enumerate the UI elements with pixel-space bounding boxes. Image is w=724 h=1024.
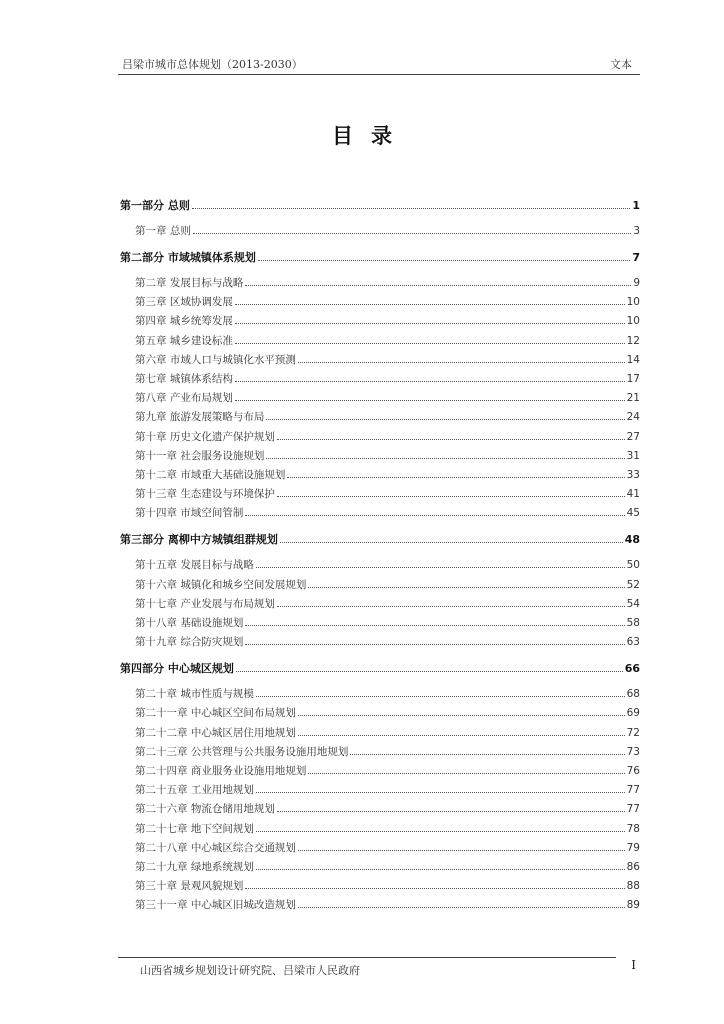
footer-organization: 山西省城乡规划设计研究院、吕梁市人民政府 [140,964,360,977]
toc-entry-label: 第二十六章 物流仓储用地规划 [135,803,275,816]
toc-entry-page: 10 [626,315,640,328]
dot-leader [298,735,625,736]
toc-chapter-entry[interactable] [120,448,640,464]
toc-chapter-entry[interactable] [120,313,640,329]
dot-leader [277,606,625,607]
toc-chapter-entry[interactable] [120,467,640,483]
dot-leader [256,696,625,697]
dot-leader [256,792,625,793]
toc-entry-page: 17 [626,373,640,385]
toc-chapter-entry[interactable] [120,763,640,779]
dot-leader [256,831,625,832]
page-number: I [631,958,636,972]
toc-part-entry[interactable] [120,250,640,266]
dot-leader [298,907,625,908]
toc-entry-page: 7 [632,251,640,264]
toc-entry-page: 52 [626,578,640,591]
toc-chapter-entry[interactable] [120,505,640,521]
toc-chapter-entry[interactable] [120,801,640,817]
toc-entry-page: 88 [626,880,640,893]
toc-entry-page: 9 [633,277,640,289]
header-divider [118,74,640,75]
dot-leader [235,343,625,344]
toc-entry-page: 33 [626,469,640,481]
toc-entry-label: 第三章 区域协调发展 [135,296,233,309]
toc-entry-page: 24 [626,411,640,424]
toc-chapter-entry[interactable] [120,486,640,502]
toc-entry-label: 第二十五章 工业用地规划 [135,784,254,797]
dot-leader [298,850,625,851]
toc-entry-label: 第一章 总则 [135,225,191,237]
toc-entry-page: 12 [626,334,640,347]
toc-entry-label: 第八章 产业布局规划 [135,392,233,405]
toc-chapter-entry[interactable] [120,577,640,593]
toc-chapter-entry[interactable] [120,557,640,573]
toc-chapter-entry[interactable] [120,371,640,387]
footer-divider [118,957,616,958]
toc-chapter-entry[interactable] [120,782,640,798]
toc-chapter-entry[interactable] [120,821,640,837]
dot-leader [308,587,624,588]
dot-leader [298,362,625,363]
dot-leader [277,439,625,440]
toc-entry-label: 第十章 历史文化遗产保护规划 [135,430,275,443]
toc-entry-page: 63 [626,636,640,649]
toc-entry-label: 第二十一章 中心城区空间布局规划 [135,707,296,720]
dot-leader [258,260,631,261]
toc-entry-page: 76 [626,765,640,777]
toc-entry-page: 86 [626,861,640,873]
toc-chapter-entry[interactable] [120,275,640,291]
toc-part-entry[interactable] [120,198,640,214]
dot-leader [245,515,624,516]
toc-entry-label: 第三十章 景观风貌规划 [135,880,244,893]
dot-leader [236,671,623,672]
toc-entry-label: 第七章 城镇体系结构 [135,373,233,385]
document-title: 吕梁市城市总体规划（2013-2030） [122,58,303,71]
dot-leader [266,419,624,420]
toc-entry-page: 54 [626,597,640,610]
toc-entry-label: 第六章 市域人口与城镇化水平预测 [135,353,296,366]
toc-entry-label: 第一部分 总则 [120,199,190,212]
document-type: 文本 [610,58,632,71]
toc-entry-label: 第九章 旅游发展策略与布局 [135,411,265,424]
toc-entry-label: 第十六章 城镇化和城乡空间发展规划 [135,578,307,591]
toc-entry-page: 48 [624,533,640,547]
toc-chapter-entry[interactable] [120,878,640,894]
toc-chapter-entry[interactable] [120,596,640,612]
toc-entry-label: 第十四章 市域空间管制 [135,507,244,520]
toc-entry-label: 第五章 城乡建设标准 [135,334,233,347]
toc-chapter-entry[interactable] [120,897,640,913]
dot-leader [287,477,624,478]
toc-chapter-entry[interactable] [120,859,640,875]
toc-entry-label: 第二十九章 绿地系统规划 [135,861,254,873]
toc-entry-label: 第十五章 发展目标与战略 [135,559,254,572]
toc-chapter-entry[interactable] [120,429,640,445]
dot-leader [277,811,625,812]
toc-chapter-entry[interactable] [120,840,640,856]
toc-entry-page: 66 [624,662,640,676]
dot-leader [350,754,624,755]
toc-entry-label: 第十三章 生态建设与环境保护 [135,488,275,501]
dot-leader [193,233,631,234]
toc-entry-label: 第三十一章 中心城区旧城改造规划 [135,899,296,912]
dot-leader [235,304,625,305]
toc-entry-label: 第二十八章 中心城区综合交通规划 [135,841,296,854]
toc-entry-page: 27 [626,430,640,443]
toc-chapter-entry[interactable] [120,409,640,425]
toc-entry-label: 第十九章 综合防灾规划 [135,636,244,649]
toc-entry-page: 68 [626,688,640,701]
dot-leader [192,208,631,209]
toc-entry-label: 第二十三章 公共管理与公共服务设施用地规划 [135,745,349,758]
toc-entry-label: 第十七章 产业发展与布局规划 [135,597,275,610]
toc-entry-page: 21 [626,392,640,405]
toc-title: 目录 [332,123,410,148]
toc-chapter-entry[interactable] [120,333,640,349]
dot-leader [266,458,624,459]
toc-entry-label: 第三部分 离柳中方城镇组群规划 [120,533,278,547]
dot-leader [245,644,624,645]
toc-chapter-entry[interactable] [120,390,640,406]
toc-entry-label: 第十一章 社会服务设施规划 [135,449,265,462]
toc-entry-page: 58 [626,617,640,629]
toc-entry-page: 50 [626,559,640,572]
toc-part-entry[interactable] [120,532,640,548]
toc-entry-label: 第十八章 基础设施规划 [135,617,244,629]
toc-entry-page: 77 [626,784,640,797]
dot-leader [235,323,625,324]
toc-chapter-entry[interactable] [120,705,640,721]
toc-entry-page: 79 [626,841,640,854]
toc-entry-label: 第十二章 市域重大基础设施规划 [135,469,286,481]
dot-leader [245,888,624,889]
toc-entry-page: 14 [626,353,640,366]
dot-leader [256,869,625,870]
toc-chapter-entry[interactable] [120,725,640,741]
toc-entry-page: 31 [626,449,640,462]
toc-entry-page: 1 [632,199,640,212]
toc-chapter-entry[interactable] [120,634,640,650]
dot-leader [298,715,625,716]
toc-entry-page: 72 [626,726,640,739]
dot-leader [308,773,624,774]
toc-entry-page: 73 [626,745,640,758]
dot-leader [256,567,625,568]
toc-chapter-entry[interactable] [120,615,640,631]
dot-leader [235,381,625,382]
toc-entry-page: 3 [633,225,640,237]
toc-entry-page: 89 [626,899,640,912]
dot-leader [245,285,631,286]
toc-chapter-entry[interactable] [120,223,640,239]
dot-leader [280,542,623,543]
toc-entry-label: 第四部分 中心城区规划 [120,662,234,676]
dot-leader [277,496,625,497]
toc-part-entry[interactable] [120,661,640,677]
toc-entry-page: 41 [626,488,640,501]
toc-chapter-entry[interactable] [120,352,640,368]
toc-entry-label: 第二十七章 地下空间规划 [135,822,254,835]
toc-entry-label: 第二章 发展目标与战略 [135,277,244,289]
toc-chapter-entry[interactable] [120,686,640,702]
dot-leader [245,625,624,626]
toc-entry-page: 69 [626,707,640,720]
toc-entry-page: 10 [626,296,640,309]
toc-entry-label: 第四章 城乡统筹发展 [135,315,233,328]
toc-entry-label: 第二十二章 中心城区居住用地规划 [135,726,296,739]
toc-entry-page: 77 [626,803,640,816]
toc-entry-page: 78 [626,822,640,835]
toc-entry-page: 45 [626,507,640,520]
toc-chapter-entry[interactable] [120,294,640,310]
toc-entry-label: 第二部分 市域城镇体系规划 [120,251,256,264]
toc-entry-label: 第二十四章 商业服务业设施用地规划 [135,765,307,777]
toc-entry-label: 第二十章 城市性质与规模 [135,688,254,701]
toc-chapter-entry[interactable] [120,744,640,760]
dot-leader [235,400,625,401]
